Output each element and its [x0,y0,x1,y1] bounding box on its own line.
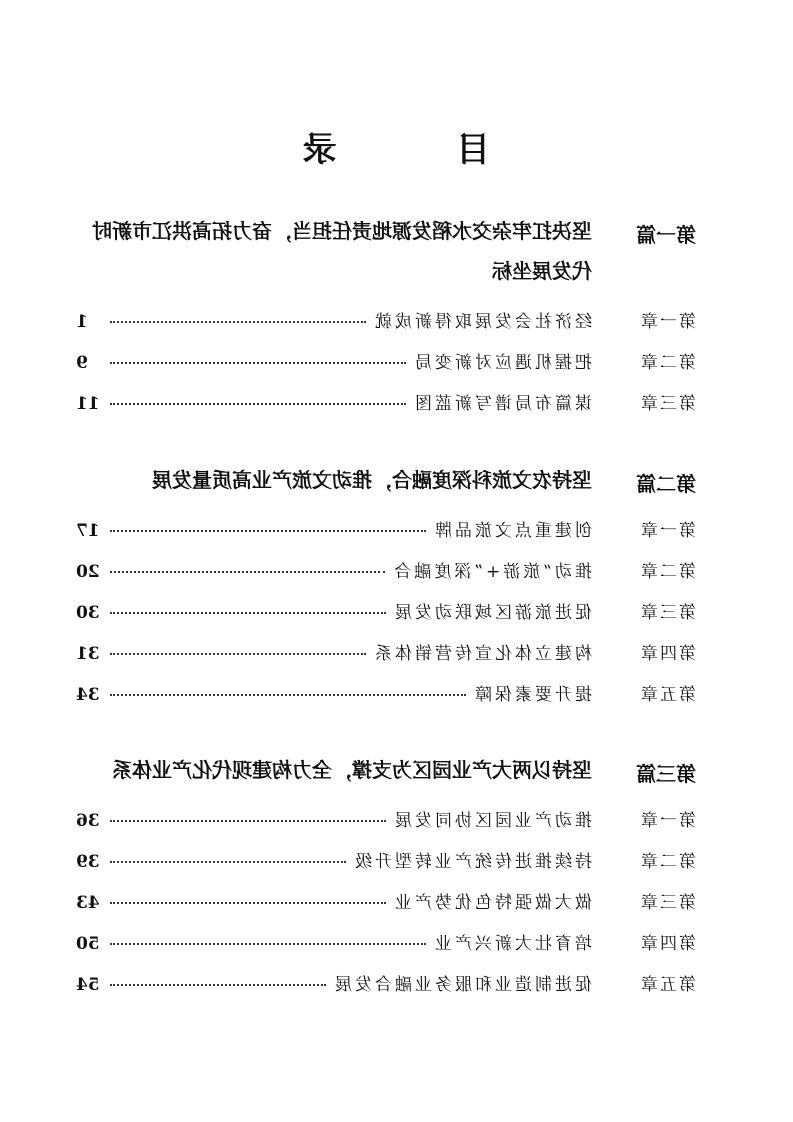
toc-entry[interactable] [76,970,696,1011]
chapter-title: 谋篇布局谱写新蓝图 [412,394,592,414]
page-number: 39 [76,852,100,872]
chapter-number: 第二章 [639,562,696,582]
dot-leader [110,820,386,822]
page-number: 17 [76,521,100,541]
chapter-title: 推动“旅游+”深度融合 [391,562,592,582]
chapter-title: 促进旅游区域联动发展 [392,603,592,623]
toc-entry[interactable] [76,598,696,639]
part-number: 第一篇 [636,223,696,247]
dot-leader [110,530,426,532]
toc-entry[interactable] [76,847,696,888]
dot-leader [110,861,346,863]
toc-part-2 [76,468,696,721]
part-heading [76,468,696,500]
dot-leader [110,362,406,364]
chapter-number: 第三章 [639,893,696,913]
toc-entry[interactable] [76,557,696,598]
chapter-title: 持续推进传统产业转型升级 [352,852,592,872]
chapter-number: 第一章 [639,312,696,332]
part-heading [76,758,696,790]
dot-leader [110,694,466,696]
dot-leader [110,902,386,904]
chapter-title: 把握机遇应对新变局 [412,353,592,373]
page-number: 31 [76,644,100,664]
page-number: 36 [76,811,100,831]
chapter-number: 第四章 [639,934,696,954]
chapter-number: 第一章 [639,521,696,541]
chapter-number: 第三章 [639,394,696,414]
toc-entry[interactable] [76,680,696,721]
toc-entry[interactable] [76,516,696,557]
chapter-title: 经济社会发展取得新成就 [372,312,592,332]
part-heading [76,219,696,291]
chapter-title: 培育壮大新兴产业 [432,934,592,954]
part-title: 坚决扛牢杂交水稻发源地责任担当，奋力拓高洪江市新时代发展坐标 [92,219,592,283]
toc-entry[interactable] [76,806,696,847]
page-number: 11 [76,394,100,414]
toc-title: 目 录 [248,130,491,170]
dot-leader [110,403,406,405]
page-number: 30 [76,603,100,623]
part-title: 坚持农文旅科深度融合，推动文旅产业高质量发展 [152,468,592,492]
chapter-number: 第五章 [639,685,696,705]
dot-leader [110,653,366,655]
chapter-title: 构建立体化宣传营销体系 [372,644,592,664]
chapter-number: 第一章 [639,811,696,831]
toc-part-3 [76,758,696,1011]
part-number: 第二篇 [636,472,696,496]
dot-leader [110,571,385,573]
chapter-title: 提升要素保障 [472,685,592,705]
chapter-title: 创建重点文旅品牌 [432,521,592,541]
page-number: 34 [76,685,100,705]
chapter-title: 推动产业园区协同发展 [392,811,592,831]
dot-leader [110,984,326,986]
toc-entry[interactable] [76,307,696,348]
page-number: 50 [76,934,100,954]
part-number: 第三篇 [636,762,696,786]
page-number: 1 [76,312,88,332]
page-number: 54 [76,975,100,995]
toc-part-1 [76,219,696,430]
page-number: 43 [76,893,100,913]
page-number: 9 [76,353,88,373]
toc-entry[interactable] [76,639,696,680]
dot-leader [110,612,386,614]
toc-entry[interactable] [76,929,696,970]
page-number: 20 [76,562,100,582]
dot-leader [110,943,426,945]
chapter-number: 第二章 [639,852,696,872]
toc-entry[interactable] [76,348,696,389]
chapter-number: 第四章 [639,644,696,664]
chapter-title: 做大做强特色优势产业 [392,893,592,913]
chapter-number: 第二章 [639,353,696,373]
dot-leader [110,321,366,323]
chapter-title: 促进制造业和服务业融合发展 [332,975,592,995]
chapter-number: 第五章 [639,975,696,995]
part-title: 坚持以两大产业园区为支撑，全力构建现代化产业体系 [112,758,592,782]
toc-entry[interactable] [76,888,696,929]
chapter-number: 第三章 [639,603,696,623]
toc-entry[interactable] [76,389,696,430]
